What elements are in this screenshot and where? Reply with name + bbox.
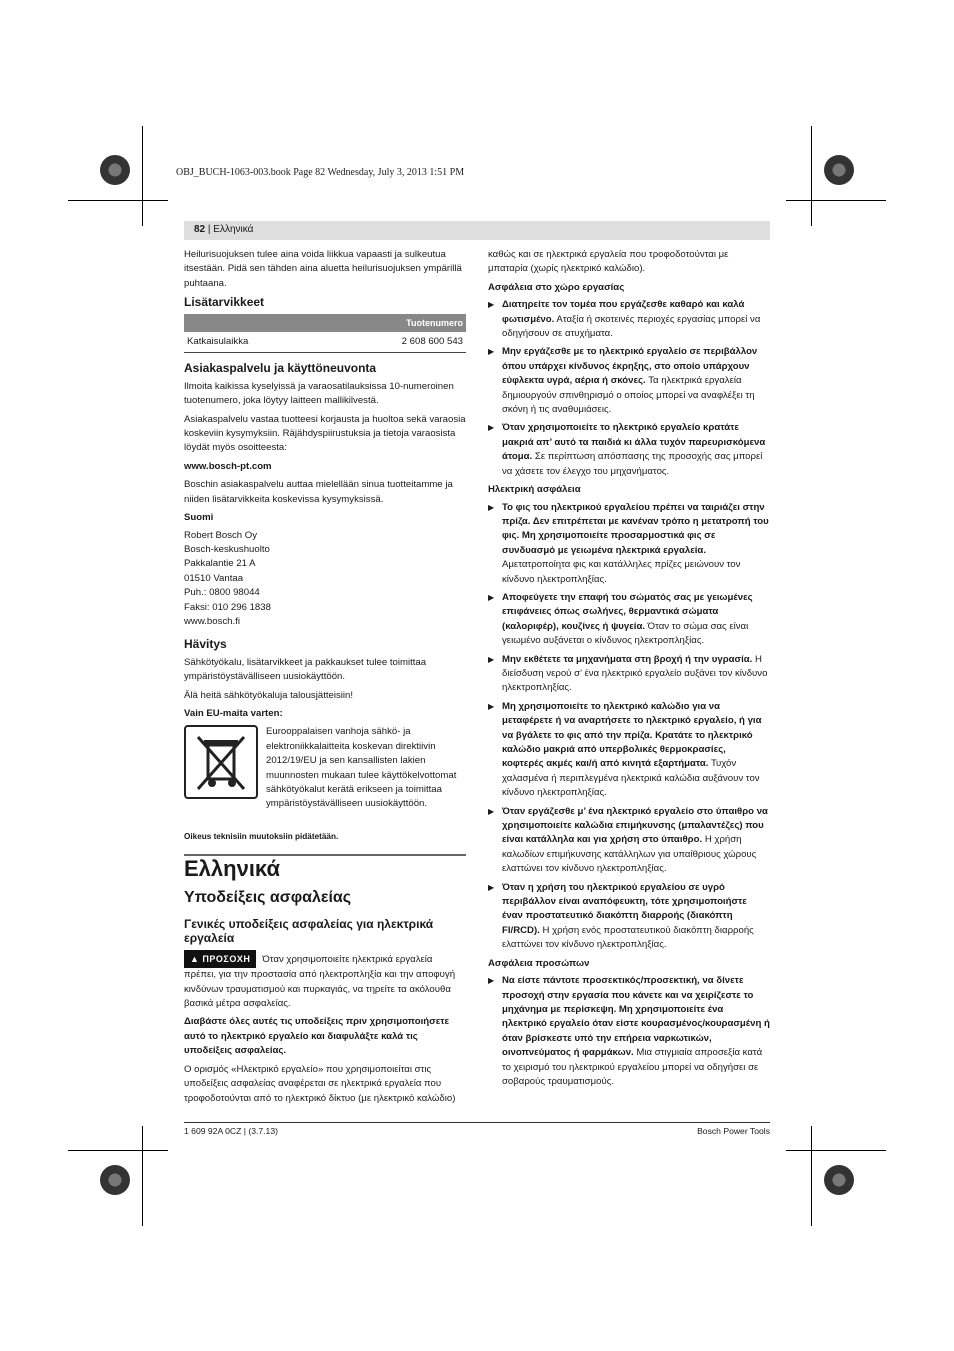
page-header: [184, 221, 770, 240]
left-column: [184, 248, 466, 1110]
address-line: Pakkalantie 21 A: [184, 558, 256, 570]
intro-text: Heilurisuojuksen tulee aina voida liikkua vapaasti ja sulkeutua itsestään. Pidä sen tähden aina aluetta heilurisuojuksen ympärillä puhtaana.: [184, 249, 462, 289]
list-item: ▶ Μην εκθέτετε τα μηχανήματα στη βροχή ή την υγρασία. Η διείσδυση νερού σ’ ένα ηλεκτρικό εργαλείο αυξάνει τον κίνδυνο ηλεκτροπληξίας.: [488, 653, 770, 696]
electrical-heading: Ηλεκτρική ασφάλεια: [488, 484, 581, 496]
crop-mark: [68, 200, 168, 201]
list-item: ▶ Όταν χρησιμοποιείτε το ηλεκτρικό εργαλείο κρατάτε μακριά απ’ αυτό τα παιδιά κι άλλα τυχόν παρευρισκόμενα άτομα. Σε περίπτωση απόσπασης της προσοχής σας μπορεί να χάσετε τον έλεγχο του μηχανήματος.: [488, 421, 770, 479]
footer-rule: [184, 1122, 770, 1123]
general-heading: Γενικές υποδείξεις ασφαλείας για ηλεκτρικά εργαλεία: [184, 917, 434, 946]
warning-badge: ▲ ΠΡΟΣΟΧΗ: [184, 950, 256, 968]
crossed-bin-icon: [184, 725, 258, 799]
work-area-heading: Ασφάλεια στο χώρο εργασίας: [488, 281, 625, 293]
print-slug: OBJ_BUCH-1063-003.book Page 82 Wednesday, July 3, 2013 1:51 PM: [176, 167, 465, 178]
crop-mark: [142, 1126, 143, 1226]
crop-mark: [142, 126, 143, 226]
crop-mark: [68, 1150, 168, 1151]
address-block: [184, 529, 466, 630]
crop-mark: [811, 126, 812, 226]
list-item: ▶ Μην εργάζεσθε με το ηλεκτρικό εργαλείο σε περιβάλλον όπου υπάρχει κίνδυνος έκρηξης, στο οποίο υπάρχουν εύφλεκτα υγρά, αέρια ή σκόνες. Τα ηλεκτρικά εργαλεία δημιουργούν σπινθηρισμό ο οποίος μπορεί να αναφλέξει τη σκόνη ή τις αναθυμιάσεις.: [488, 345, 770, 417]
language-heading: Ελληνικά: [184, 856, 280, 882]
warning-text: ▲ ΠΡΟΣΟΧΗ Όταν χρησιμοποιείτε ηλεκτρικά εργαλεία πρέπει, για την προστασία από ηλεκτροπληξία και την αποφυγή κινδύνων τραυματισμού και πυρκαγιάς, να τηρείτε τα ακόλουθα βασικά μέτρα ασφαλείας.: [184, 950, 466, 1012]
service-text: Boschin asiakaspalvelu auttaa mielellään sinua tuotteitamme ja niiden lisätarvikkeita koskevissa kysymyksissä.: [184, 479, 453, 505]
list-item: ▶ Μη χρησιμοποιείτε το ηλεκτρικό καλώδιο για να μεταφέρετε ή να αναρτήσετε το ηλεκτρικό εργαλείο, ή για να βγάλετε το φις από την πρίζα. Κρατάτε το ηλεκτρικό καλώδιο μακριά από υπερβολικές θερμοκρασίες, κοφτερές ακμές και/ή από κινητά εξαρτήματα. Τυχόν χαλασμένα ή περιπλεγμένα ηλεκτρικά καλώδια αυξάνουν τον κίνδυνο ηλεκτροπληξίας.: [488, 700, 770, 801]
reserve-note: Oikeus teknisiin muutoksiin pidätetään.: [184, 831, 339, 841]
service-url: www.bosch-pt.com: [184, 460, 272, 472]
accessories-heading: Lisätarvikkeet: [184, 295, 265, 310]
list-item: ▶ Το φις του ηλεκτρικού εργαλείου πρέπει να ταιριάζει στην πρίζα. Δεν επιτρέπεται με κανέναν τρόπο η μετατροπή του φις. Μη χρησιμοποιείτε προσαρμοστικά φις σε συνδυασμό με γειωμένα ηλεκτρικά εργαλεία. Αμετατροποίητα φις και κατάλληλες πρίζες μειώνουν τον κίνδυνο ηλεκτροπληξίας.: [488, 501, 770, 587]
right-column: [488, 248, 770, 1093]
address-line: Faksi: 010 296 1838: [184, 601, 271, 613]
table-row: [184, 332, 466, 353]
address-line: Puh.: 0800 98044: [184, 587, 260, 599]
page-number: 82: [194, 224, 206, 235]
safety-heading: Υποδείξεις ασφαλείας: [184, 888, 352, 906]
weee-block: [184, 725, 466, 815]
definition-text: Ο ορισμός «Ηλεκτρικό εργαλείο» που χρησιμοποιείται στις υποδείξεις ασφαλείας αναφέρεται σε ηλεκτρικά εργαλεία που τροφοδοτούνται από το ηλεκτρικό δίκτυο (με ηλεκτρικό καλώδιο): [184, 1063, 456, 1104]
table-header: Tuotenumero: [325, 314, 466, 332]
disposal-text: Sähkötyökalu, lisätarvikkeet ja pakkaukset tulee toimittaa ympäristöystävälliseen uusiokäyttöön.: [184, 656, 427, 683]
eu-text: Eurooppalaisen vanhoja sähkö- ja elektroniikkalaitteita koskevan direktiivin 2012/19/EU ja sen kansallisten lakien muunnosten mukaan tulee käyttökelvottomat sähkötyökalut kerätä erikseen ja toimittaa ympäristöystävälliseen uusiokäyttöön.: [266, 726, 457, 810]
table-cell: Katkaisulaikka: [184, 332, 325, 353]
header-separator: |: [207, 224, 211, 235]
address-line: www.bosch.fi: [184, 615, 240, 627]
service-text: Ilmoita kaikissa kyselyissä ja varaosatilauksissa 10-numeroinen tuotenumero, joka löytyy laitteen mallikilvestä.: [184, 380, 454, 407]
registration-mark-icon: [100, 1165, 130, 1195]
list-item: ▶ Όταν η χρήση του ηλεκτρικού εργαλείου σε υγρό περιβάλλον είναι αναπόφευκτη, τότε χρησιμοποιήστε έναν προστατευτικό διακόπτη διαρροής (διακόπτη FI/RCD). Η χρήση ενός προστατευτικού διακόπτη διαρροής ελαττώνει τον κίνδυνο ηλεκτροπληξίας.: [488, 881, 770, 953]
registration-mark-icon: [824, 155, 854, 185]
list-item: ▶ Να είστε πάντοτε προσεκτικός/προσεκτική, να δίνετε προσοχή στην εργασία που κάνετε και να χειρίζεστε το μηχάνημα με περίσκεψη. Μη χρησιμοποιείτε ένα ηλεκτρικό εργαλείο όταν είστε κουρασμένος/κουρασμένη ή όταν βρίσκεστε υπό την επήρεια ναρκωτικών, οινοπνεύματος ή φαρμάκων. Μια στιγμιαία απροσεξία κατά το χειρισμό του ηλεκτρικού εργαλείου μπορεί να οδηγήσει σε σοβαρούς τραυματισμούς.: [488, 974, 770, 1089]
country-heading: Suomi: [184, 512, 214, 524]
accessories-table: [184, 314, 466, 354]
list-item: ▶ Διατηρείτε τον τομέα που εργάζεσθε καθαρό και καλά φωτισμένο. Αταξία ή σκοτεινές περιοχές εργασίας μπορεί να οδηγήσουν σε ατυχήματα.: [488, 298, 770, 341]
address-line: Bosch-keskushuolto: [184, 543, 270, 555]
table-cell: 2 608 600 543: [325, 332, 466, 353]
eu-heading: Vain EU-maita varten:: [184, 707, 283, 719]
crop-mark: [811, 1126, 812, 1226]
crop-mark: [786, 200, 886, 201]
crop-mark: [786, 1150, 886, 1151]
disposal-text: Älä heitä sähkötyökaluja talousjätteisiin!: [184, 689, 354, 701]
registration-mark-icon: [100, 155, 130, 185]
address-line: 01510 Vantaa: [184, 572, 244, 584]
section-name: Ελληνικά: [213, 224, 254, 235]
registration-mark-icon: [824, 1165, 854, 1195]
service-text: Asiakaspalvelu vastaa tuotteesi korjausta ja huoltoa sekä varaosia koskeviin kysymyksiin. Räjähdyspiirustuksia ja tietoja varaosista löydät myös osoitteesta:: [184, 413, 466, 454]
disposal-heading: Hävitys: [184, 637, 227, 652]
footer-right: Bosch Power Tools: [697, 1126, 770, 1136]
service-heading: Asiakaspalvelu ja käyttöneuvonta: [184, 361, 377, 376]
personal-heading: Ασφάλεια προσώπων: [488, 957, 590, 969]
address-line: Robert Bosch Oy: [184, 529, 258, 541]
read-instructions: Διαβάστε όλες αυτές τις υποδείξεις πριν χρησιμοποιήσετε αυτό το ηλεκτρικό εργαλείο και διαφυλάξτε καλά τις υποδείξεις ασφαλείας.: [184, 1016, 450, 1057]
list-item: ▶ Όταν εργάζεσθε μ’ ένα ηλεκτρικό εργαλείο στο ύπαιθρο να χρησιμοποιείτε καλώδια επιμήκυνσης (μπαλαντέζες) που είναι κατάλληλα και για χρήση στο ύπαιθρο. Η χρήση καλωδίων επιμήκυνσης κατάλληλων για υπαίθριους χώρους ελαττώνει τον κίνδυνο ηλεκτροπληξίας.: [488, 805, 770, 877]
list-item: ▶ Αποφεύγετε την επαφή του σώματός σας με γειωμένες επιφάνειες όπως σωλήνες, θερμαντικά σώματα (καλοριφέρ), κουζίνες ή ψυγεία. Όταν το σώμα σας είναι γειωμένο αυξάνεται ο κίνδυνος ηλεκτροπληξίας.: [488, 591, 770, 649]
continuation-text: καθώς και σε ηλεκτρικά εργαλεία που τροφοδοτούνται με μπαταρία (χωρίς ηλεκτρικό καλώδιο).: [488, 249, 729, 275]
footer-left: 1 609 92A 0CZ | (3.7.13): [184, 1126, 278, 1136]
